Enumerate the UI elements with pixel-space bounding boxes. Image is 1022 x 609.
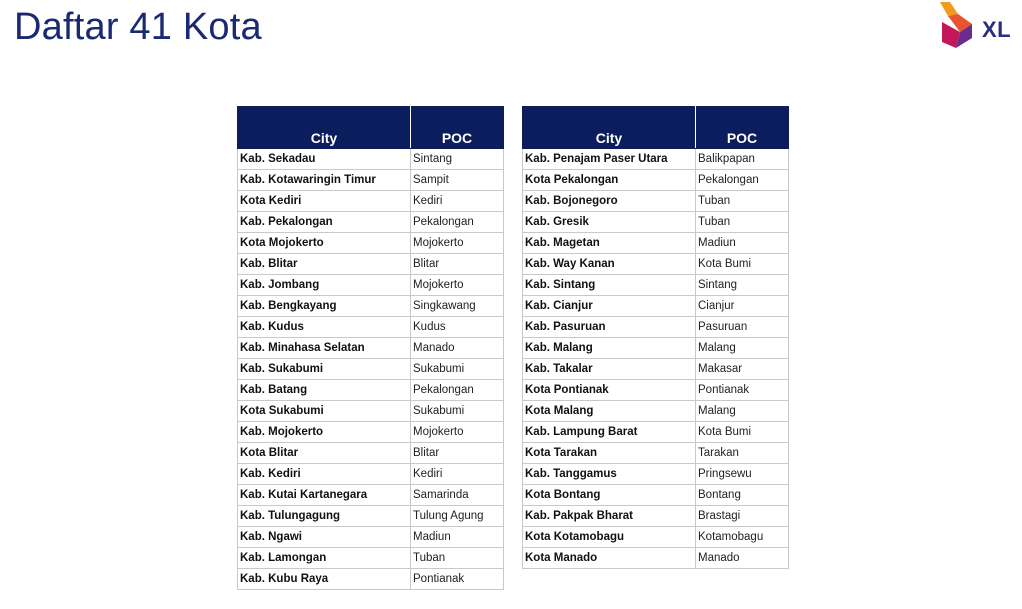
- table-row: [523, 170, 789, 191]
- poc-cell: Mojokerto: [411, 233, 504, 254]
- city-cell: Kab. Way Kanan: [523, 254, 696, 275]
- table-row: [238, 464, 504, 485]
- table-row: [238, 569, 504, 590]
- poc-cell: Pekalongan: [696, 170, 789, 191]
- poc-cell: Cianjur: [696, 296, 789, 317]
- table-row: [238, 422, 504, 443]
- city-cell: Kab. Penajam Paser Utara: [523, 149, 696, 170]
- poc-cell: Blitar: [411, 443, 504, 464]
- city-cell: Kota Kediri: [238, 191, 411, 212]
- city-cell: Kota Bontang: [523, 485, 696, 506]
- poc-cell: Manado: [411, 338, 504, 359]
- table-row: [523, 548, 789, 569]
- city-cell: Kota Malang: [523, 401, 696, 422]
- poc-cell: Bontang: [696, 485, 789, 506]
- table-row: [238, 485, 504, 506]
- table-row: [523, 401, 789, 422]
- page-title: Daftar 41 Kota: [14, 6, 262, 48]
- poc-cell: Manado: [696, 548, 789, 569]
- table-row: [523, 149, 789, 170]
- poc-cell: Balikpapan: [696, 149, 789, 170]
- table-row: [238, 506, 504, 527]
- table-row: [238, 170, 504, 191]
- city-table-right: [522, 106, 789, 569]
- poc-cell: Mojokerto: [411, 275, 504, 296]
- table-row: [238, 548, 504, 569]
- poc-cell: Kotamobagu: [696, 527, 789, 548]
- city-cell: Kab. Malang: [523, 338, 696, 359]
- table-row: [523, 254, 789, 275]
- table-row: [523, 317, 789, 338]
- table-row: [238, 317, 504, 338]
- city-cell: Kab. Pekalongan: [238, 212, 411, 233]
- table-row: [523, 212, 789, 233]
- table-row: [523, 191, 789, 212]
- city-cell: Kab. Lampung Barat: [523, 422, 696, 443]
- table-row: [238, 254, 504, 275]
- poc-cell: Sukabumi: [411, 401, 504, 422]
- poc-cell: Sintang: [696, 275, 789, 296]
- table-header-row: [523, 107, 789, 149]
- city-cell: Kota Manado: [523, 548, 696, 569]
- city-cell: Kab. Mojokerto: [238, 422, 411, 443]
- city-cell: Kab. Pasuruan: [523, 317, 696, 338]
- table-row: [238, 191, 504, 212]
- poc-cell: Brastagi: [696, 506, 789, 527]
- table-row: [523, 359, 789, 380]
- city-cell: Kab. Tulungagung: [238, 506, 411, 527]
- table-row: [523, 380, 789, 401]
- city-cell: Kab. Tanggamus: [523, 464, 696, 485]
- poc-cell: Pekalongan: [411, 212, 504, 233]
- xl-logo-text: XL: [982, 17, 1012, 42]
- city-cell: Kab. Takalar: [523, 359, 696, 380]
- table-row: [523, 443, 789, 464]
- column-header-poc: POC: [696, 107, 789, 149]
- poc-cell: Samarinda: [411, 485, 504, 506]
- table-row: [238, 275, 504, 296]
- city-cell: Kota Sukabumi: [238, 401, 411, 422]
- table-row: [238, 212, 504, 233]
- poc-cell: Kediri: [411, 464, 504, 485]
- poc-cell: Sukabumi: [411, 359, 504, 380]
- table-row: [238, 380, 504, 401]
- table-row: [238, 338, 504, 359]
- city-cell: Kab. Kudus: [238, 317, 411, 338]
- poc-cell: Kota Bumi: [696, 422, 789, 443]
- poc-cell: Pringsewu: [696, 464, 789, 485]
- poc-cell: Kota Bumi: [696, 254, 789, 275]
- poc-cell: Pasuruan: [696, 317, 789, 338]
- poc-cell: Blitar: [411, 254, 504, 275]
- poc-cell: Sampit: [411, 170, 504, 191]
- table-row: [238, 149, 504, 170]
- table-row: [523, 527, 789, 548]
- city-cell: Kab. Sekadau: [238, 149, 411, 170]
- xl-logo: [938, 2, 1020, 54]
- table-row: [523, 275, 789, 296]
- city-cell: Kota Blitar: [238, 443, 411, 464]
- table-header-row: [238, 107, 504, 149]
- poc-cell: Malang: [696, 338, 789, 359]
- xl-logo-mark-icon: [938, 2, 976, 50]
- city-cell: Kab. Gresik: [523, 212, 696, 233]
- table-row: [523, 296, 789, 317]
- table-row: [523, 338, 789, 359]
- poc-cell: Mojokerto: [411, 422, 504, 443]
- poc-cell: Kudus: [411, 317, 504, 338]
- column-header-poc: POC: [411, 107, 504, 149]
- poc-cell: Tulung Agung: [411, 506, 504, 527]
- city-cell: Kab. Kubu Raya: [238, 569, 411, 590]
- city-cell: Kota Pontianak: [523, 380, 696, 401]
- city-cell: Kab. Sukabumi: [238, 359, 411, 380]
- city-cell: Kota Mojokerto: [238, 233, 411, 254]
- table-row: [523, 233, 789, 254]
- city-cell: Kota Kotamobagu: [523, 527, 696, 548]
- city-table-left: [237, 106, 504, 590]
- table-row: [238, 296, 504, 317]
- city-cell: Kota Tarakan: [523, 443, 696, 464]
- poc-cell: Malang: [696, 401, 789, 422]
- city-cell: Kab. Minahasa Selatan: [238, 338, 411, 359]
- table-row: [523, 464, 789, 485]
- poc-cell: Tuban: [411, 548, 504, 569]
- table-row: [238, 443, 504, 464]
- table-row: [523, 422, 789, 443]
- city-cell: Kab. Bojonegoro: [523, 191, 696, 212]
- poc-cell: Pontianak: [696, 380, 789, 401]
- poc-cell: Pekalongan: [411, 380, 504, 401]
- poc-cell: Madiun: [696, 233, 789, 254]
- column-header-city: City: [238, 107, 411, 149]
- city-cell: Kab. Blitar: [238, 254, 411, 275]
- table-row: [523, 485, 789, 506]
- poc-cell: Singkawang: [411, 296, 504, 317]
- table-row: [238, 233, 504, 254]
- city-cell: Kab. Lamongan: [238, 548, 411, 569]
- poc-cell: Kediri: [411, 191, 504, 212]
- poc-cell: Tuban: [696, 191, 789, 212]
- city-cell: Kab. Bengkayang: [238, 296, 411, 317]
- city-cell: Kab. Kotawaringin Timur: [238, 170, 411, 191]
- city-cell: Kab. Magetan: [523, 233, 696, 254]
- city-cell: Kab. Kediri: [238, 464, 411, 485]
- city-cell: Kota Pekalongan: [523, 170, 696, 191]
- city-cell: Kab. Sintang: [523, 275, 696, 296]
- city-cell: Kab. Pakpak Bharat: [523, 506, 696, 527]
- table-row: [523, 506, 789, 527]
- poc-cell: Pontianak: [411, 569, 504, 590]
- table-row: [238, 401, 504, 422]
- poc-cell: Tarakan: [696, 443, 789, 464]
- city-cell: Kab. Kutai Kartanegara: [238, 485, 411, 506]
- city-cell: Kab. Jombang: [238, 275, 411, 296]
- table-row: [238, 359, 504, 380]
- city-cell: Kab. Batang: [238, 380, 411, 401]
- poc-cell: Madiun: [411, 527, 504, 548]
- city-cell: Kab. Ngawi: [238, 527, 411, 548]
- poc-cell: Tuban: [696, 212, 789, 233]
- table-row: [238, 527, 504, 548]
- poc-cell: Sintang: [411, 149, 504, 170]
- column-header-city: City: [523, 107, 696, 149]
- city-cell: Kab. Cianjur: [523, 296, 696, 317]
- poc-cell: Makasar: [696, 359, 789, 380]
